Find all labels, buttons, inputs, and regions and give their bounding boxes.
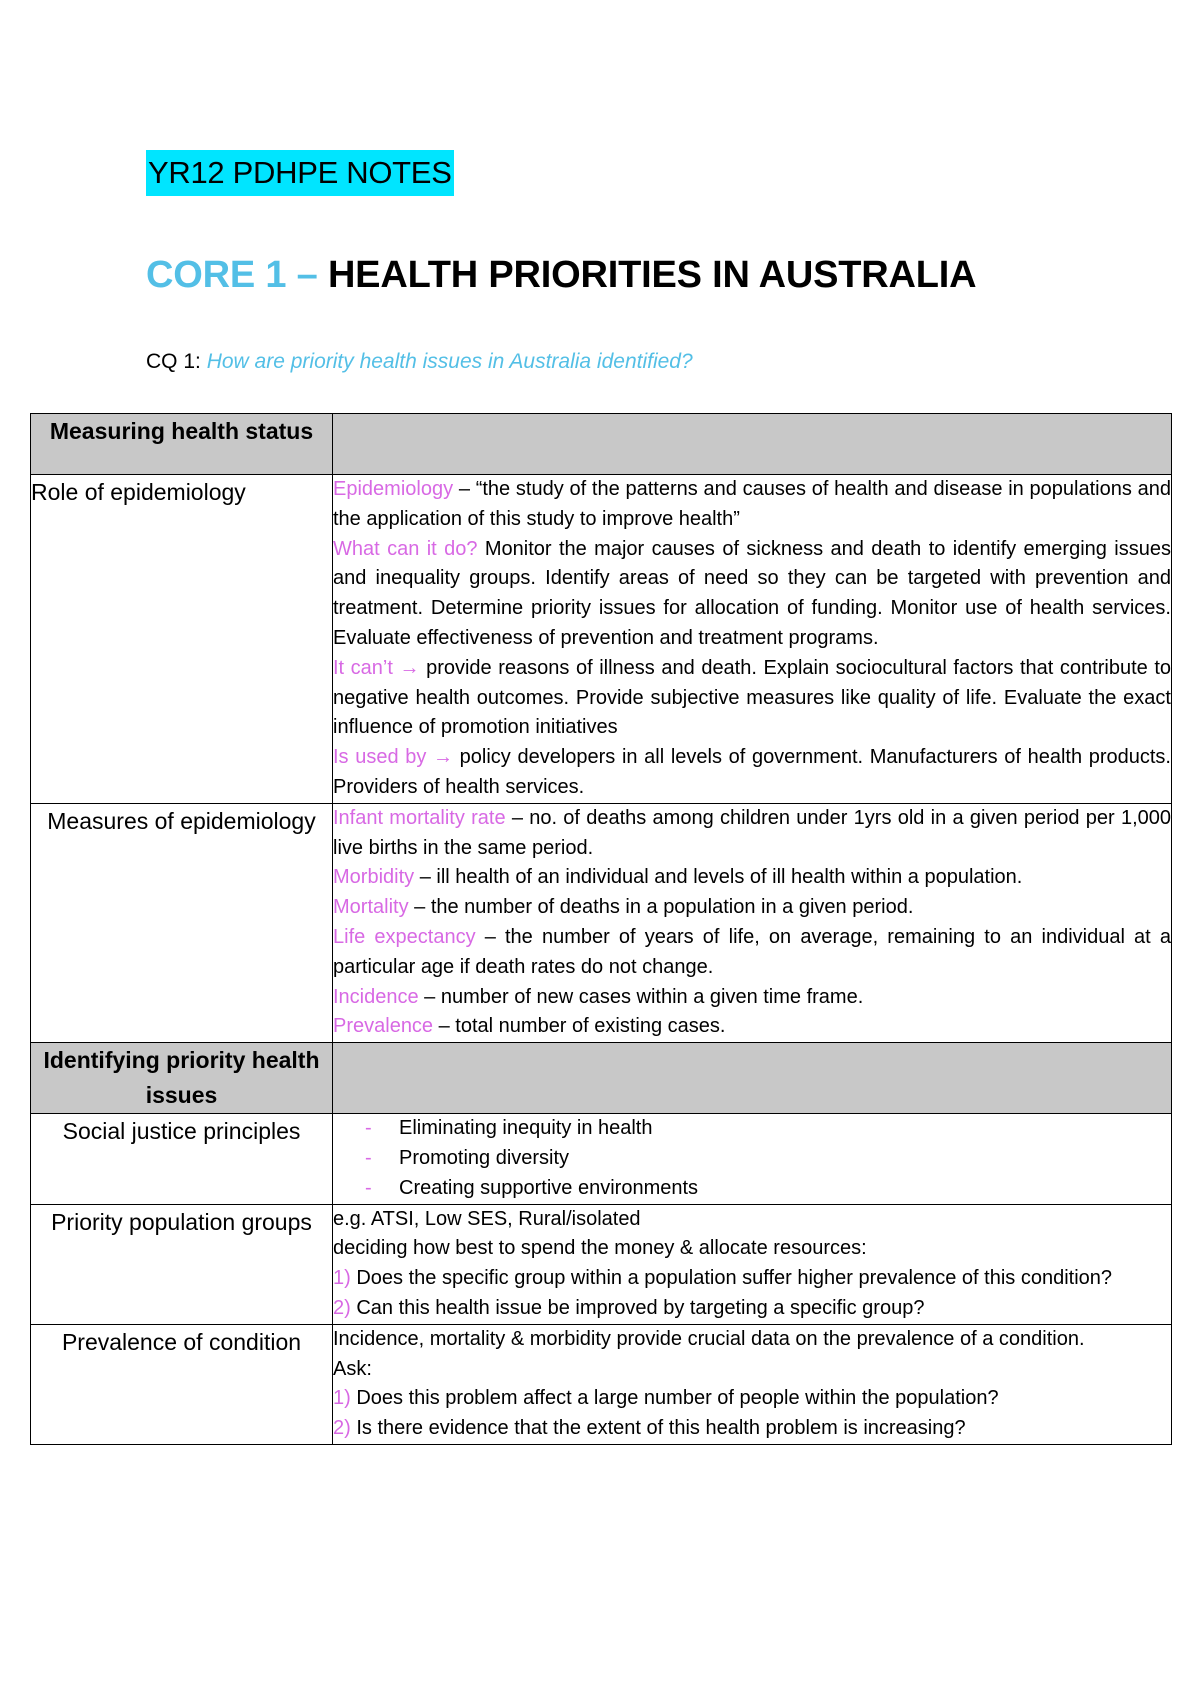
- definition-text: – number of new cases within a given time frame.: [418, 985, 864, 1008]
- section-row-measuring: [31, 414, 1172, 475]
- row-label: Role of epidemiology: [31, 475, 333, 804]
- cq-question: How are priority health issues in Australia identified?: [206, 350, 693, 373]
- definition-text: – the number of years of life, on average, remaining to an individual at a particular age if death rates do not change.: [333, 925, 1171, 978]
- table-row-measures: [31, 803, 1172, 1042]
- term: It can’t: [333, 656, 393, 679]
- dash-bullet: -: [365, 1117, 372, 1140]
- section-heading: Measuring health status: [31, 414, 333, 475]
- dash-bullet: -: [365, 1146, 372, 1169]
- text-line: deciding how best to spend the money & allocate resources:: [333, 1237, 867, 1260]
- term: Is used by: [333, 746, 427, 769]
- row-content: [333, 1324, 1172, 1444]
- term: Mortality: [333, 896, 409, 919]
- section-heading: Identifying priority health issues: [31, 1043, 333, 1114]
- term: Prevalence: [333, 1015, 434, 1038]
- definition-text: provide reasons of illness and death. Explain sociocultural factors that contribute to negative health outcomes. Provide subjective measures like quality of life. Evaluate the exact influence of promotion initiatives: [333, 656, 1171, 739]
- definition-text: policy developers in all levels of government. Manufacturers of health products. Providers of health services.: [333, 746, 1171, 798]
- table-row-priority-groups: [31, 1204, 1172, 1324]
- row-label: Measures of epidemiology: [31, 803, 333, 1042]
- row-label: Prevalence of condition: [31, 1324, 333, 1444]
- notes-table: [30, 413, 1172, 1445]
- arrow-right-icon: →: [433, 746, 454, 769]
- critical-question: [146, 350, 693, 374]
- definition-text: – “the study of the patterns and causes of health and disease in populations and the application of this study to improve health”: [333, 478, 1171, 530]
- principles-list: [333, 1114, 1171, 1203]
- table-row-role-epidemiology: [31, 475, 1172, 804]
- dash-bullet: -: [365, 1176, 372, 1199]
- definition-text: – ill health of an individual and levels of ill health within a population.: [414, 866, 1023, 889]
- arrow-right-icon: →: [399, 656, 420, 679]
- core-prefix: CORE 1 –: [146, 254, 318, 296]
- section-row-identifying: [31, 1043, 1172, 1114]
- table-row-prevalence: [31, 1324, 1172, 1444]
- text-line: Incidence, mortality & morbidity provide crucial data on the prevalence of a condition.: [333, 1327, 1085, 1350]
- row-content: [333, 1204, 1172, 1324]
- question-number: 2): [333, 1296, 351, 1319]
- definition-text: Monitor the major causes of sickness and death to identify emerging issues and inequality groups. Identify areas of need so they can be targeted with prevention and treatment. Determine priority issues for allocation of funding. Monitor use of health services. Evaluate effectiveness of prevention and treatment programs.: [333, 537, 1171, 649]
- term: Morbidity: [333, 866, 415, 889]
- term: Epidemiology: [333, 478, 454, 500]
- definition-text: – total number of existing cases.: [433, 1015, 726, 1038]
- term: Life expectancy: [333, 925, 476, 948]
- cq-label: CQ 1:: [146, 350, 201, 373]
- question-text: Is there evidence that the extent of this health problem is increasing?: [350, 1417, 966, 1440]
- row-content: [333, 803, 1172, 1042]
- row-label: Social justice principles: [31, 1114, 333, 1204]
- text-line: e.g. ATSI, Low SES, Rural/isolated: [333, 1207, 641, 1230]
- question-number: 1): [333, 1387, 351, 1410]
- question-text: Does this problem affect a large number of people within the population?: [350, 1387, 999, 1410]
- question-text: Does the specific group within a population suffer higher prevalence of this condition?: [350, 1267, 1113, 1290]
- row-label: Priority population groups: [31, 1204, 333, 1324]
- row-content: [333, 475, 1172, 804]
- term: Incidence: [333, 985, 419, 1008]
- list-item: - Promoting diversity: [365, 1144, 1171, 1174]
- term: What can it do?: [333, 537, 478, 560]
- section-blank-cell: [333, 1043, 1172, 1114]
- question-number: 1): [333, 1267, 351, 1290]
- row-content: [333, 1114, 1172, 1204]
- document-title: YR12 PDHPE NOTES: [146, 150, 454, 196]
- table-row-social-justice: [31, 1114, 1172, 1204]
- list-item: - Eliminating inequity in health: [365, 1114, 1171, 1144]
- question-number: 2): [333, 1417, 351, 1440]
- definition-text: – no. of deaths among children under 1yrs old in a given period per 1,000 live births in the same period.: [333, 806, 1171, 859]
- section-blank-cell: [333, 414, 1172, 475]
- text-line: Ask:: [333, 1357, 372, 1380]
- definition-text: – the number of deaths in a population in a given period.: [408, 896, 914, 919]
- question-text: Can this health issue be improved by targeting a specific group?: [350, 1296, 925, 1319]
- core-heading: [146, 254, 976, 297]
- list-item: - Creating supportive environments: [365, 1174, 1171, 1204]
- term: Infant mortality rate: [333, 806, 506, 829]
- core-title: HEALTH PRIORITIES IN AUSTRALIA: [327, 254, 977, 296]
